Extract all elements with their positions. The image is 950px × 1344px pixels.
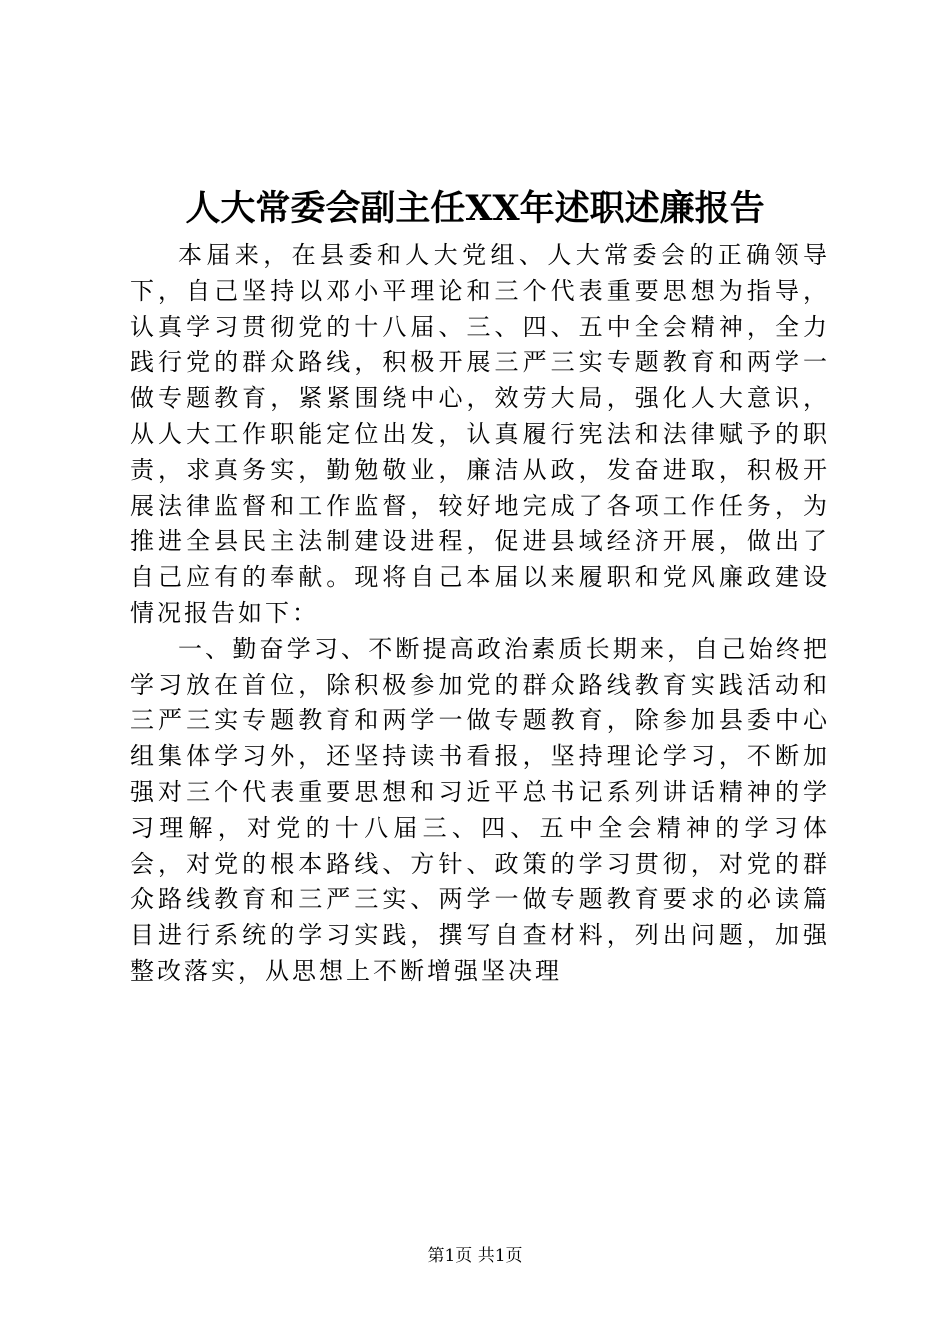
paragraph-section-one: 一、勤奋学习、不断提高政治素质长期来，自己始终把学习放在首位，除积极参加党的群众路线教育实践活动和三严三实专题教育和两学一做专题教育，除参加县委中心组集体学习外，还坚持读书看报，坚持理论学习，不断加强对三个代表重要思想和习近平总书记系列讲话精神的学习理解，对党的十八届三、四、五中全会精神的学习体会，对党的根本路线、方针、政策的学习贯彻，对党的群众路线教育和三严三实、两学一做专题教育要求的必读篇目进行系统的学习实践，撰写自查材料，列出问题，加强整改落实，从思想上不断增强坚决理 — [130, 634, 830, 985]
document-body — [130, 238, 830, 990]
page-footer: 第1页 共1页 — [427, 1246, 523, 1266]
document-title: 人大常委会副主任XX年述职述廉报告 — [185, 188, 765, 229]
paragraph-intro: 本届来，在县委和人大党组、人大常委会的正确领导下，自己坚持以邓小平理论和三个代表重要思想为指导，认真学习贯彻党的十八届、三、四、五中全会精神，全力践行党的群众路线，积极开展三严三实专题教育和两学一做专题教育，紧紧围绕中心，效劳大局，强化人大意识，从人大工作职能定位出发，认真履行宪法和法律赋予的职责，求真务实，勤勉敬业，廉洁从政，发奋进取，积极开展法律监督和工作监督，较好地完成了各项工作任务，为推进全县民主法制建设进程，促进县域经济开展，做出了自己应有的奉献。现将自己本届以来履职和党风廉政建设情况报告如下： — [130, 241, 830, 627]
